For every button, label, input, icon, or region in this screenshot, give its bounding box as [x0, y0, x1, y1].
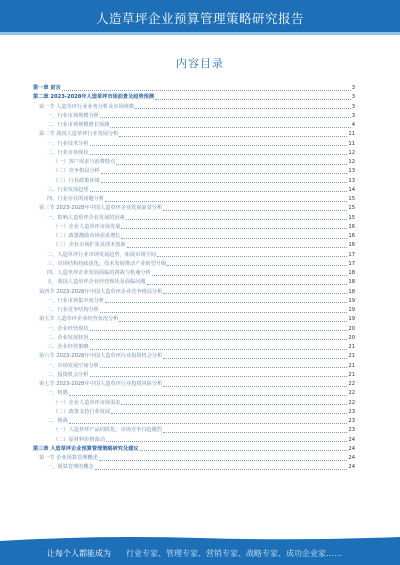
toc-leader-dots — [90, 349, 348, 350]
toc-leader-dots — [105, 302, 347, 303]
toc-entry-page: 18 — [348, 288, 355, 295]
toc-entry[interactable] — [33, 140, 355, 149]
toc-entry-text: 二、行业竞争结构分析 — [47, 307, 99, 313]
toc-leader-dots — [127, 247, 348, 248]
toc-entry-page: 19 — [348, 316, 355, 323]
toc-entry-text: （一）人造草坪产品同质化，市场竞争日趋激烈 — [53, 427, 162, 434]
toc-entry[interactable] — [33, 158, 355, 167]
document-title: 人造草坪企业预算管理策略研究报告 — [95, 11, 304, 26]
toc-entry-page: 3 — [351, 85, 355, 91]
toc-entry-text: 二、投资机会分析 — [47, 371, 89, 378]
toc-entry-text: 一、行业市场集中度分析 — [47, 297, 105, 304]
toc-entry-page: 18 — [348, 279, 355, 286]
toc-entry-text: 一、机遇 — [47, 390, 68, 397]
toc-leader-dots — [69, 395, 348, 396]
toc-entry[interactable] — [33, 399, 355, 408]
toc-leader-dots — [100, 117, 351, 118]
toc-entry-page: 14 — [348, 186, 355, 193]
toc-entry-text: （一）企业人造草坪市场需求 — [53, 399, 121, 406]
toc-entry-page: 11 — [348, 140, 355, 147]
toc-entry-text: （二）政策支持行业发展 — [53, 408, 111, 415]
toc-leader-dots — [119, 136, 347, 137]
toc-leader-dots — [90, 376, 348, 377]
footer-slogan-right: 行业专家、管理专家、营销专家、战略专家、成功企业家…… — [126, 549, 342, 558]
toc-entry-text: 第一章 前言 — [33, 85, 61, 91]
toc-entry-page: 11 — [348, 131, 355, 138]
toc-entry-text: 四、行业存在的问题分析 — [47, 196, 105, 202]
toc-leader-dots — [163, 432, 347, 433]
toc-entry-text: 二、行业市场规模增长预测 — [47, 122, 110, 128]
toc-entry[interactable] — [33, 297, 355, 306]
toc-entry-page: 4 — [351, 122, 355, 128]
toc-entry[interactable] — [33, 204, 355, 213]
toc-entry-page: 3 — [351, 103, 355, 110]
toc-entry-page: 18 — [348, 270, 355, 276]
toc-leader-dots — [163, 293, 347, 294]
toc-leader-dots — [90, 154, 348, 155]
toc-entry[interactable] — [33, 112, 355, 121]
toc-entry-text: 一、行业市场规模分析 — [47, 112, 99, 119]
toc-entry[interactable] — [33, 288, 355, 297]
toc-entry[interactable] — [33, 306, 355, 315]
toc-entry-text: 一、影响人造草坪企业发展的因素 — [47, 214, 125, 221]
toc-leader-dots — [140, 450, 348, 451]
toc-leader-dots — [100, 312, 348, 313]
toc-entry-text: （二）政策激励市场需求增长 — [53, 233, 121, 239]
toc-entry-page: 19 — [348, 307, 355, 313]
toc-entry-text: （三）行业政策环境 — [53, 177, 100, 184]
toc-leader-dots — [101, 173, 348, 174]
toc-entry-text: 第二章 2023-2028年人造草坪市场前景及趋势预测 — [33, 94, 155, 101]
toc-entry-text: 第三章 人造草坪企业预算管理策略研究及建议 — [33, 445, 139, 452]
toc-leader-dots — [155, 99, 351, 100]
toc-leader-dots — [147, 284, 348, 285]
toc-leader-dots — [106, 441, 348, 442]
toc-entry[interactable] — [33, 251, 355, 260]
toc-entry-page: 20 — [348, 334, 355, 341]
toc-entry-page: 23 — [348, 408, 355, 415]
toc-leader-dots — [126, 219, 348, 220]
toc-leader-dots — [99, 460, 348, 461]
toc-entry-page: 20 — [348, 325, 355, 332]
toc-entry-text: （一）客户需求与消费特点 — [53, 159, 116, 165]
toc-leader-dots — [69, 423, 348, 424]
toc-entry[interactable] — [33, 362, 355, 371]
toc-entry-text: 第五节 人造草坪企业经营状况分析 — [39, 316, 119, 323]
toc-entry-page: 3 — [351, 112, 355, 119]
toc-entry[interactable] — [33, 334, 355, 343]
toc-entry-text: 五、我国人造草坪企业经营现状及面临问题 — [47, 279, 146, 286]
toc-leader-dots — [121, 228, 347, 229]
toc-leader-dots — [167, 265, 347, 266]
toc-entry-page: 21 — [348, 353, 355, 360]
toc-entry-text: （二）竞争格局分析 — [53, 168, 100, 175]
toc-entry[interactable] — [33, 436, 355, 445]
toc-entry[interactable] — [33, 214, 355, 223]
toc-entry[interactable] — [33, 121, 355, 130]
toc-leader-dots — [90, 145, 348, 146]
toc-leader-dots — [110, 127, 350, 128]
toc-entry-text: 一、行业技术分析 — [47, 140, 89, 147]
toc-entry[interactable] — [33, 445, 355, 454]
toc-entry[interactable] — [33, 371, 355, 380]
toc-entry-text: 三、市场结构持续优化，技术发展推动产业转型升级 — [47, 260, 167, 267]
footer-bar — [0, 541, 400, 565]
toc-entry[interactable] — [33, 177, 355, 186]
toc-entry[interactable] — [33, 389, 355, 398]
toc-leader-dots — [62, 90, 351, 91]
toc-entry-text: 二、挑战 — [47, 418, 68, 424]
toc-entry-page: 22 — [348, 390, 355, 397]
toc-entry-page: 13 — [348, 177, 355, 184]
toc-leader-dots — [121, 238, 347, 239]
footer-wave — [0, 535, 400, 541]
toc-entry[interactable] — [33, 352, 355, 361]
toc-entry[interactable] — [33, 269, 355, 278]
toc-entry-page: 15 — [348, 214, 355, 221]
toc-entry-page: 12 — [348, 149, 355, 156]
toc-leader-dots — [90, 330, 348, 331]
toc-leader-dots — [163, 210, 347, 211]
toc-entry-text: 一、预算管理的概念 — [47, 464, 94, 471]
toc-entry[interactable] — [33, 325, 355, 334]
toc-entry-text: 四、人造草坪企业发展面临的挑战与机遇分析 — [47, 270, 151, 276]
toc-leader-dots — [90, 339, 348, 340]
toc-entry[interactable] — [33, 84, 355, 93]
toc-entry-page: 21 — [348, 344, 355, 350]
toc-entry[interactable] — [33, 260, 355, 269]
toc-entry-page: 13 — [348, 168, 355, 175]
toc-entry-page: 24 — [348, 445, 355, 452]
toc-entry-page: 16 — [348, 242, 355, 249]
header-bar — [0, 0, 400, 32]
toc-entry[interactable] — [33, 380, 355, 389]
table-of-contents — [33, 84, 355, 473]
toc-leader-dots — [163, 386, 347, 387]
toc-entry-page: 16 — [348, 233, 355, 239]
toc-entry-text: （一）企业人造草坪市场发展 — [53, 223, 121, 230]
toc-entry-page: 23 — [348, 418, 355, 424]
toc-entry-page: 21 — [348, 362, 355, 369]
toc-entry-text: （三）企业市场扩张及技术创新 — [53, 242, 126, 249]
toc-entry[interactable] — [33, 454, 355, 463]
toc-entry[interactable] — [33, 426, 355, 435]
toc-entry-text: 三、行业发展趋势 — [47, 186, 89, 193]
toc-entry-page: 3 — [351, 94, 355, 101]
header-stripe — [0, 32, 400, 35]
toc-entry-text: 第一节 人造草坪行业业务分析及市场规模 — [39, 103, 135, 110]
toc-entry-text: 第二节 我国人造草坪行业发展分析 — [39, 131, 119, 138]
toc-leader-dots — [163, 358, 347, 359]
toc-entry-page: 12 — [348, 159, 355, 165]
toc-entry[interactable] — [33, 463, 355, 472]
toc-leader-dots — [116, 164, 347, 165]
toc-entry[interactable] — [33, 241, 355, 250]
toc-leader-dots — [101, 182, 348, 183]
toc-entry-text: 第三节 2023-2028年中国人造草坪企业发展前景分析 — [39, 205, 163, 212]
toc-entry-text: （二）原材料价格波动 — [53, 436, 105, 443]
toc-leader-dots — [157, 256, 347, 257]
toc-entry-text: 一、市场发展空间分析 — [47, 362, 99, 369]
toc-entry[interactable] — [33, 195, 355, 204]
toc-entry-text: 二、行业市场现状 — [47, 149, 89, 156]
toc-entry-text: 第七节 2023-2028年中国人造草坪行业投资风险分析 — [39, 381, 163, 387]
toc-entry[interactable] — [33, 417, 355, 426]
toc-entry[interactable] — [33, 278, 355, 287]
toc-entry-text: 第四节 2023-2028年中国人造草坪企业竞争格局分析 — [39, 288, 163, 295]
footer-slogan-left: 让每个人都能成为 — [47, 549, 111, 558]
toc-leader-dots — [121, 404, 347, 405]
toc-heading: 内容目录 — [176, 57, 224, 70]
toc-leader-dots — [119, 321, 347, 322]
toc-entry-page: 17 — [348, 260, 355, 267]
toc-leader-dots — [95, 469, 348, 470]
toc-entry[interactable] — [33, 408, 355, 417]
toc-entry[interactable] — [33, 315, 355, 324]
toc-entry-page: 16 — [348, 223, 355, 230]
toc-entry[interactable] — [33, 232, 355, 241]
toc-entry-page: 15 — [348, 205, 355, 212]
toc-entry[interactable] — [33, 93, 355, 102]
toc-entry[interactable] — [33, 186, 355, 195]
toc-entry-page: 24 — [348, 436, 355, 443]
toc-entry-page: 19 — [348, 297, 355, 304]
toc-leader-dots — [111, 413, 347, 414]
toc-entry-page: 15 — [348, 196, 355, 202]
toc-entry-text: 一、企业经营现状 — [47, 325, 89, 332]
toc-leader-dots — [90, 191, 348, 192]
toc-entry-page: 23 — [348, 427, 355, 434]
toc-leader-dots — [105, 201, 347, 202]
toc-entry[interactable] — [33, 223, 355, 232]
toc-entry[interactable] — [33, 167, 355, 176]
toc-entry-text: 三、企业经营策略 — [47, 344, 89, 350]
toc-entry[interactable] — [33, 130, 355, 139]
toc-entry-page: 17 — [348, 251, 355, 258]
toc-entry-text: 第六节 2023-2028年中国人造草坪行业投资机会分析 — [39, 353, 163, 360]
toc-leader-dots — [100, 367, 348, 368]
toc-entry-text: 二、人造草坪行业市场发展趋势，拓展市场空间 — [47, 251, 156, 258]
toc-entry-text: 第一节 企业预算管理概述 — [39, 455, 98, 461]
toc-leader-dots — [135, 108, 351, 109]
toc-entry-page: 21 — [348, 371, 355, 378]
toc-entry-page: 22 — [348, 381, 355, 387]
toc-entry-page: 24 — [348, 464, 355, 471]
toc-leader-dots — [152, 275, 348, 276]
toc-entry-page: 22 — [348, 399, 355, 406]
toc-entry[interactable] — [33, 149, 355, 158]
toc-entry-text: 二、企业发展状况 — [47, 334, 89, 341]
toc-entry[interactable] — [33, 103, 355, 112]
toc-entry[interactable] — [33, 343, 355, 352]
toc-entry-page: 24 — [348, 455, 355, 461]
